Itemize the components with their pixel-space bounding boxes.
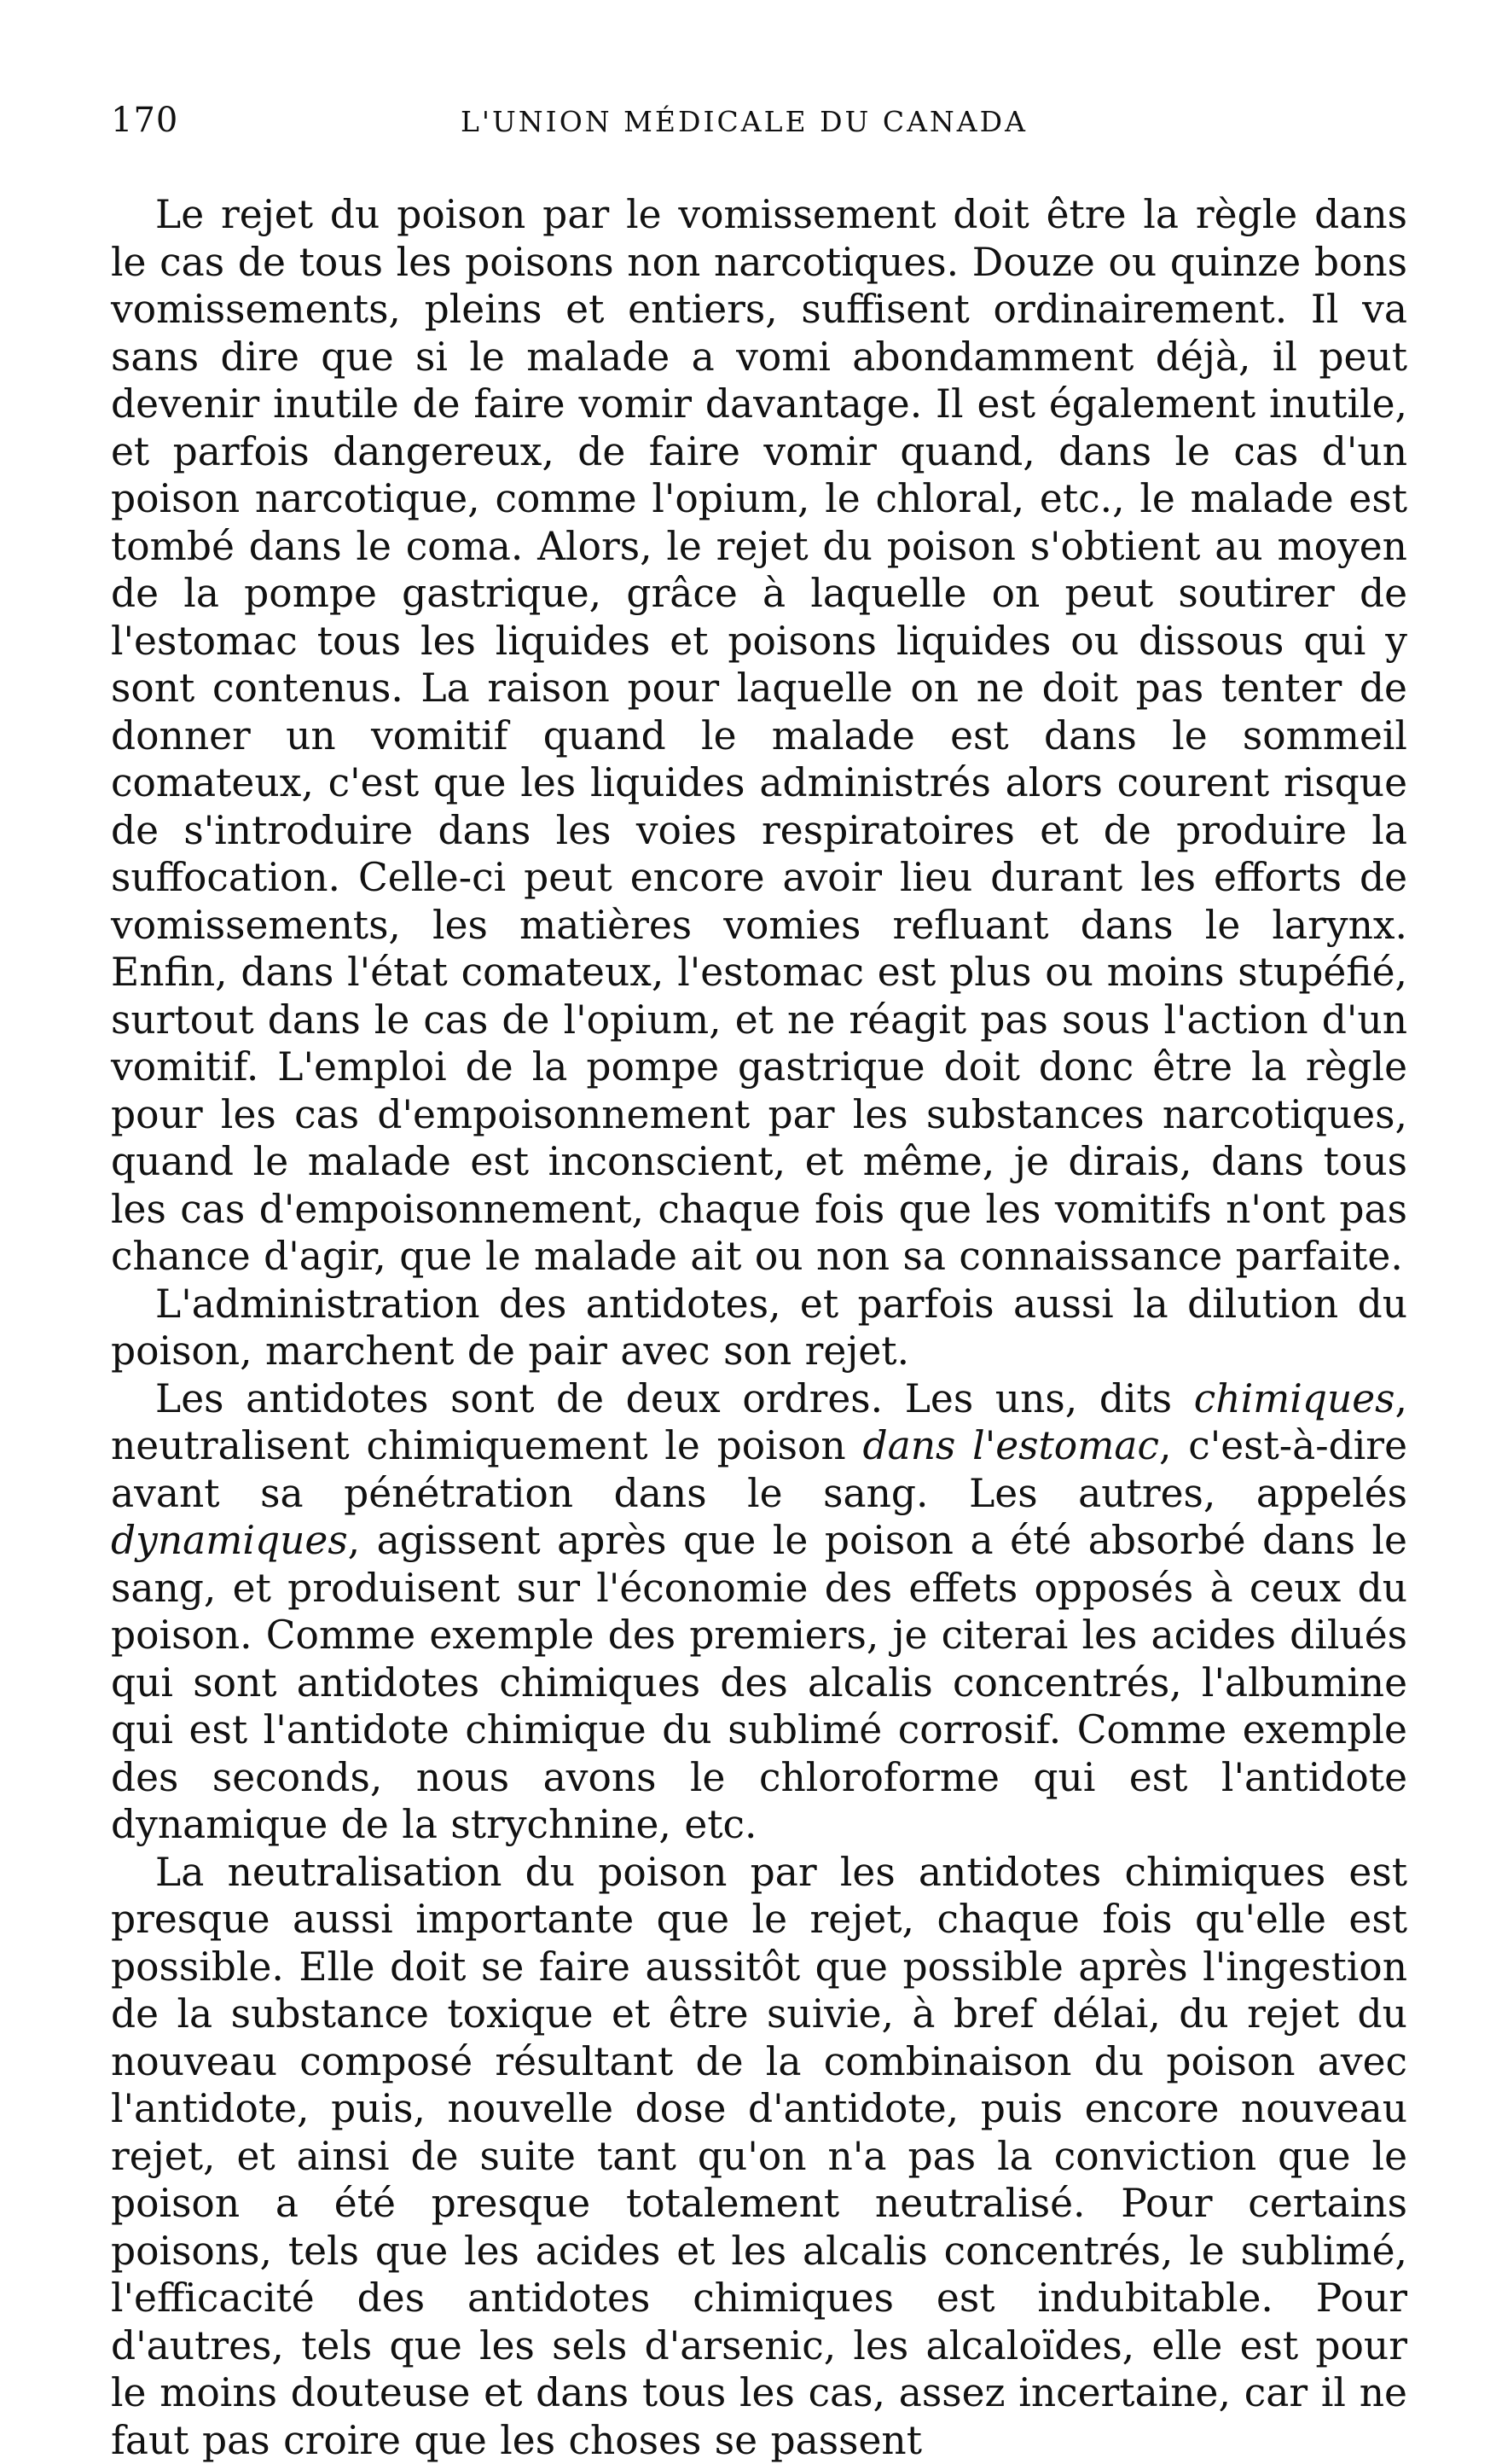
paragraph-antidotes-intro: L'administration des antidotes, et parfois aussi la dilution du poison, marchent de pair avec son rejet. [111, 1281, 1407, 1375]
italic-term-estomac: dans l'estomac [862, 1423, 1158, 1468]
document-page [111, 101, 1407, 2404]
text-run: , neutralisent chimiquement le poison [111, 1376, 1407, 1469]
italic-term-chimiques: chimiques [1194, 1376, 1395, 1421]
paragraph-antidote-orders [111, 1375, 1407, 1849]
page-number: 170 [111, 101, 256, 140]
running-title: L'UNION MÉDICALE DU CANADA [461, 105, 1028, 138]
text-run: Les antidotes sont de deux ordres. Les uns, dits [155, 1376, 1194, 1421]
page-header [111, 101, 1407, 169]
text-run: , agissent après que le poison a été absorbé dans le sang, et produisent sur l'économie des effets opposés à ceux du poison. Comme exemple des premiers, je citerai les acides dilués qui sont antidotes chimiques des alcalis concentrés, l'albumine qui est l'antidote chimique du sublimé corrosif. Comme exemple des seconds, nous avons le chloroforme qui est l'antidote dynamique de la strychnine, etc. [111, 1518, 1407, 1847]
body-text [111, 191, 1407, 2464]
italic-term-dynamiques: dynamiques [111, 1518, 348, 1563]
paragraph-neutralisation: La neutralisation du poison par les antidotes chimiques est presque aussi importante que le rejet, chaque fois qu'elle est possible. Elle doit se faire aussitôt que possible après l'ingestion de la substance toxique et être suivie, à bref délai, du rejet du nouveau composé résultant de la combinaison du poison avec l'antidote, puis, nouvelle dose d'antidote, puis encore nouveau rejet, et ainsi de suite tant qu'on n'a pas la conviction que le poison a été presque totalement neutralisé. Pour certains poisons, tels que les acides et les alcalis concentrés, le sublimé, l'efficacité des antidotes chimiques est indubitable. Pour d'autres, tels que les sels d'arsenic, les alcaloïdes, elle est pour le moins douteuse et dans tous les cas, assez incertaine, car il ne faut pas croire que les choses se passent [111, 1849, 1407, 2464]
paragraph-vomissement: Le rejet du poison par le vomissement doit être la règle dans le cas de tous les poisons non narcotiques. Douze ou quinze bons vomissements, pleins et entiers, suffisent ordinairement. Il va sans dire que si le malade a vomi abondamment déjà, il peut devenir inutile de faire vomir davantage. Il est également inutile, et parfois dangereux, de faire vomir quand, dans le cas d'un poison narcotique, comme l'opium, le chloral, etc., le malade est tombé dans le coma. Alors, le rejet du poison s'obtient au moyen de la pompe gastrique, grâce à laquelle on peut soutirer de l'estomac tous les liquides et poisons liquides ou dissous qui y sont contenus. La raison pour laquelle on ne doit pas tenter de donner un vomitif quand le malade est dans le sommeil comateux, c'est que les liquides administrés alors courent risque de s'introduire dans les voies respiratoires et de produire la suffocation. Celle-ci peut encore avoir lieu durant les efforts de vomissements, les matières vomies refluant dans le larynx. Enfin, dans l'état comateux, l'estomac est plus ou moins stupéfié, surtout dans le cas de l'opium, et ne réagit pas sous l'action d'un vomitif. L'emploi de la pompe gastrique doit donc être la règle pour les cas d'empoisonnement par les substances narcotiques, quand le malade est inconscient, et même, je dirais, dans tous les cas d'empoisonnement, chaque fois que les vomitifs n'ont pas chance d'agir, que le malade ait ou non sa connaissance parfaite. [111, 191, 1407, 1281]
text-run: , c'est-à-dire avant sa pénétration dans le sang. Les autres, appelés [111, 1423, 1407, 1516]
